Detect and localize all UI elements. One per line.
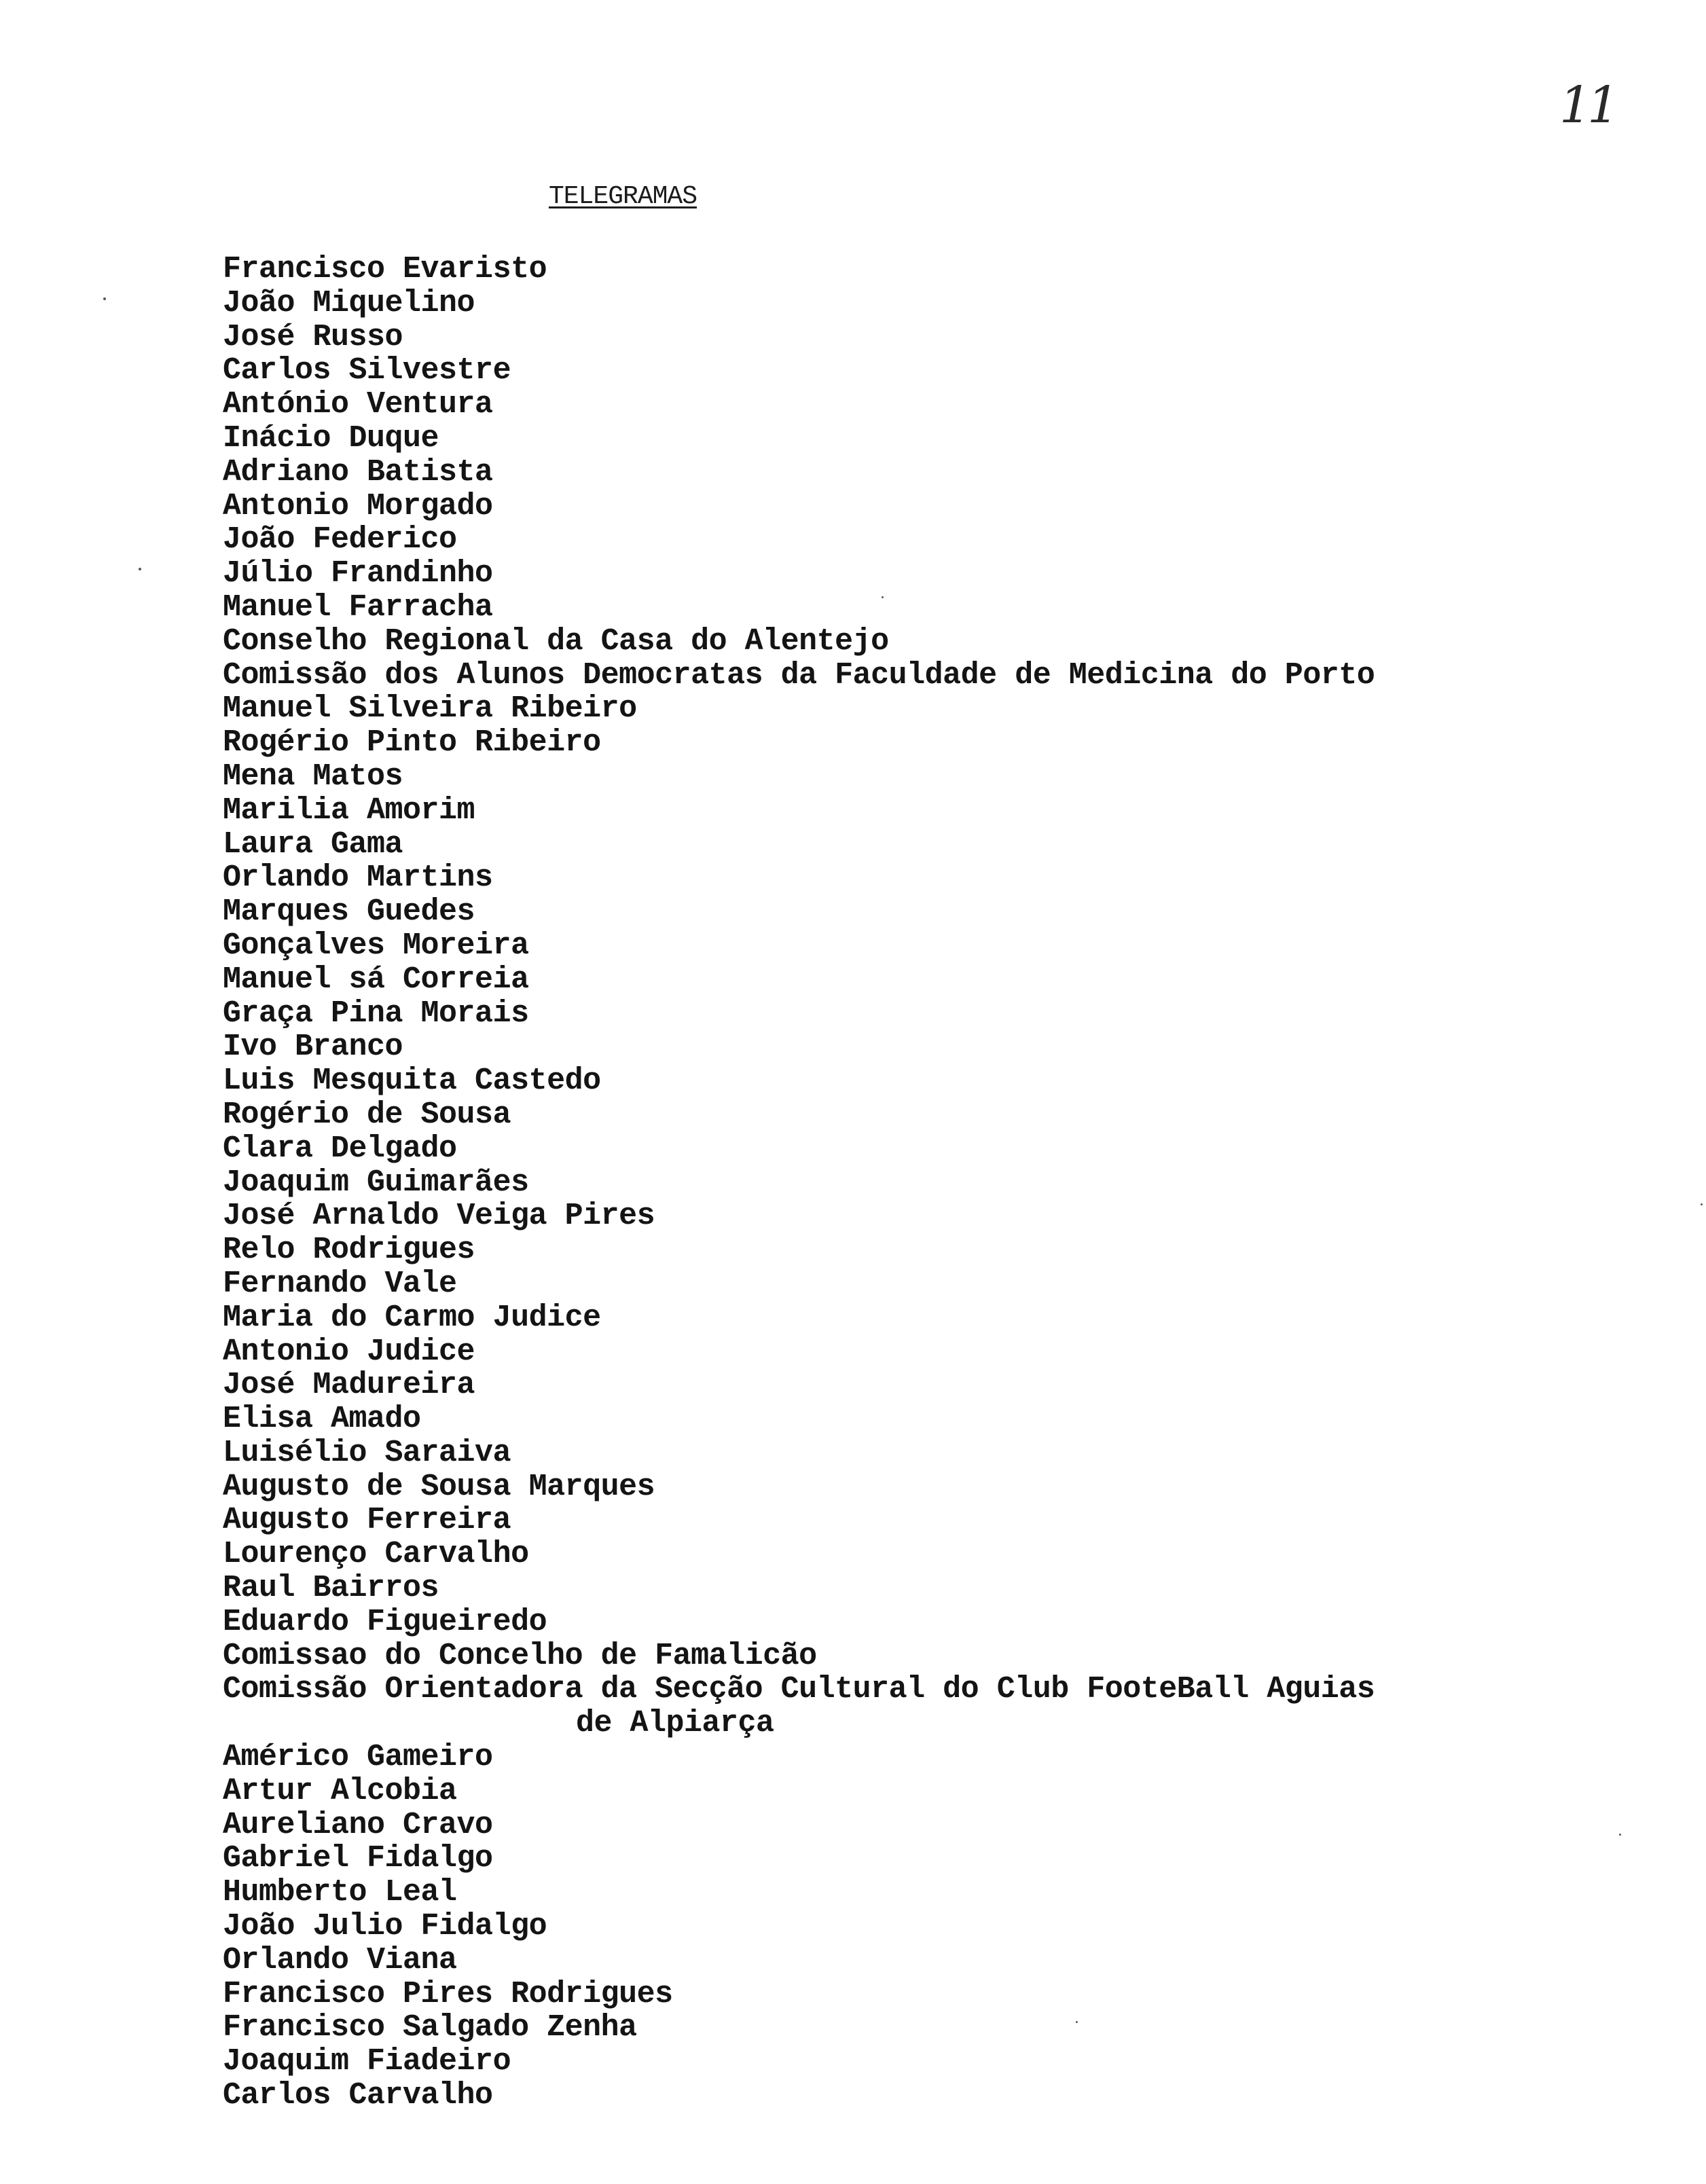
page-number: 11: [1559, 76, 1616, 134]
document-title: TELEGRAMAS: [549, 182, 697, 211]
scan-speck: [1619, 1834, 1621, 1836]
list-item: Gonçalves Moreira: [223, 928, 529, 963]
scan-speck: [139, 568, 141, 570]
list-item: Rogério de Sousa: [223, 1097, 511, 1132]
list-item: Humberto Leal: [223, 1875, 457, 1910]
list-item: Comissão dos Alunos Democratas da Faculdade de Medicina do Porto: [223, 657, 1375, 693]
list-item: Antonio Morgado: [223, 488, 493, 524]
telegram-sender-list: [223, 253, 1375, 2113]
list-item: Luisélio Saraiva: [223, 1435, 511, 1470]
scan-speck: [1076, 2021, 1078, 2023]
list-item: Mena Matos: [223, 759, 403, 794]
list-item: Marques Guedes: [223, 894, 475, 930]
list-item: Manuel sá Correia: [223, 962, 529, 997]
scan-speck: [103, 297, 106, 300]
list-item: João Miquelino: [223, 285, 475, 321]
list-item-multiline: [223, 1673, 1375, 1741]
list-item: Joaquim Guimarães: [223, 1165, 529, 1200]
list-item: Augusto Ferreira: [223, 1503, 511, 1538]
list-item: Maria do Carmo Judice: [223, 1300, 601, 1335]
list-item: João Julio Fidalgo: [223, 1909, 547, 1944]
list-item: Manuel Farracha: [223, 589, 493, 625]
list-item: Francisco Evaristo: [223, 252, 547, 287]
list-item: Francisco Salgado Zenha: [223, 2010, 637, 2045]
list-item: Rogério Pinto Ribeiro: [223, 725, 601, 761]
list-item-line-1: Comissão Orientadora da Secção Cultural do Club FooteBall Aguias: [223, 1672, 1375, 1707]
list-item: Francisco Pires Rodrigues: [223, 1976, 673, 2012]
list-item: Aureliano Cravo: [223, 1807, 493, 1842]
list-item: José Arnaldo Veiga Pires: [223, 1199, 655, 1234]
scan-speck: [882, 596, 884, 598]
list-item: Conselho Regional da Casa do Alentejo: [223, 623, 889, 659]
list-item: Laura Gama: [223, 826, 403, 862]
list-item: Clara Delgado: [223, 1131, 457, 1166]
list-item: Júlio Frandinho: [223, 556, 493, 592]
list-item: Joaquim Fiadeiro: [223, 2044, 511, 2079]
list-item: Luis Mesquita Castedo: [223, 1063, 601, 1099]
list-item: Raul Bairros: [223, 1571, 439, 1606]
list-item: Américo Gameiro: [223, 1740, 493, 1775]
list-item: Carlos Silvestre: [223, 353, 511, 388]
scan-speck: [1701, 1203, 1703, 1205]
list-item: Gabriel Fidalgo: [223, 1841, 493, 1876]
list-item: Relo Rodrigues: [223, 1233, 475, 1268]
list-item: José Russo: [223, 319, 403, 354]
list-item: Orlando Martins: [223, 860, 493, 896]
list-item: Antonio Judice: [223, 1334, 475, 1369]
list-item: Elisa Amado: [223, 1402, 421, 1437]
list-item: Fernando Vale: [223, 1266, 457, 1301]
list-item: Carlos Carvalho: [223, 2078, 493, 2113]
list-item: Ivo Branco: [223, 1030, 403, 1065]
list-item: Orlando Viana: [223, 1942, 457, 1978]
list-item: José Madureira: [223, 1368, 475, 1403]
list-item: Manuel Silveira Ribeiro: [223, 691, 637, 727]
list-item: Inácio Duque: [223, 420, 439, 456]
list-item: Adriano Batista: [223, 454, 493, 490]
list-item: Marilia Amorim: [223, 793, 475, 828]
list-item: António Ventura: [223, 387, 493, 422]
list-item: João Federico: [223, 522, 457, 558]
list-item: Augusto de Sousa Marques: [223, 1469, 655, 1504]
list-item: Comissao do Concelho de Famalicão: [223, 1638, 817, 1673]
list-item: Artur Alcobia: [223, 1773, 457, 1808]
list-item: Eduardo Figueiredo: [223, 1604, 547, 1639]
list-item: Graça Pina Morais: [223, 996, 529, 1031]
list-item: Lourenço Carvalho: [223, 1537, 529, 1572]
list-item-line-2: de Alpiarça: [576, 1706, 774, 1741]
